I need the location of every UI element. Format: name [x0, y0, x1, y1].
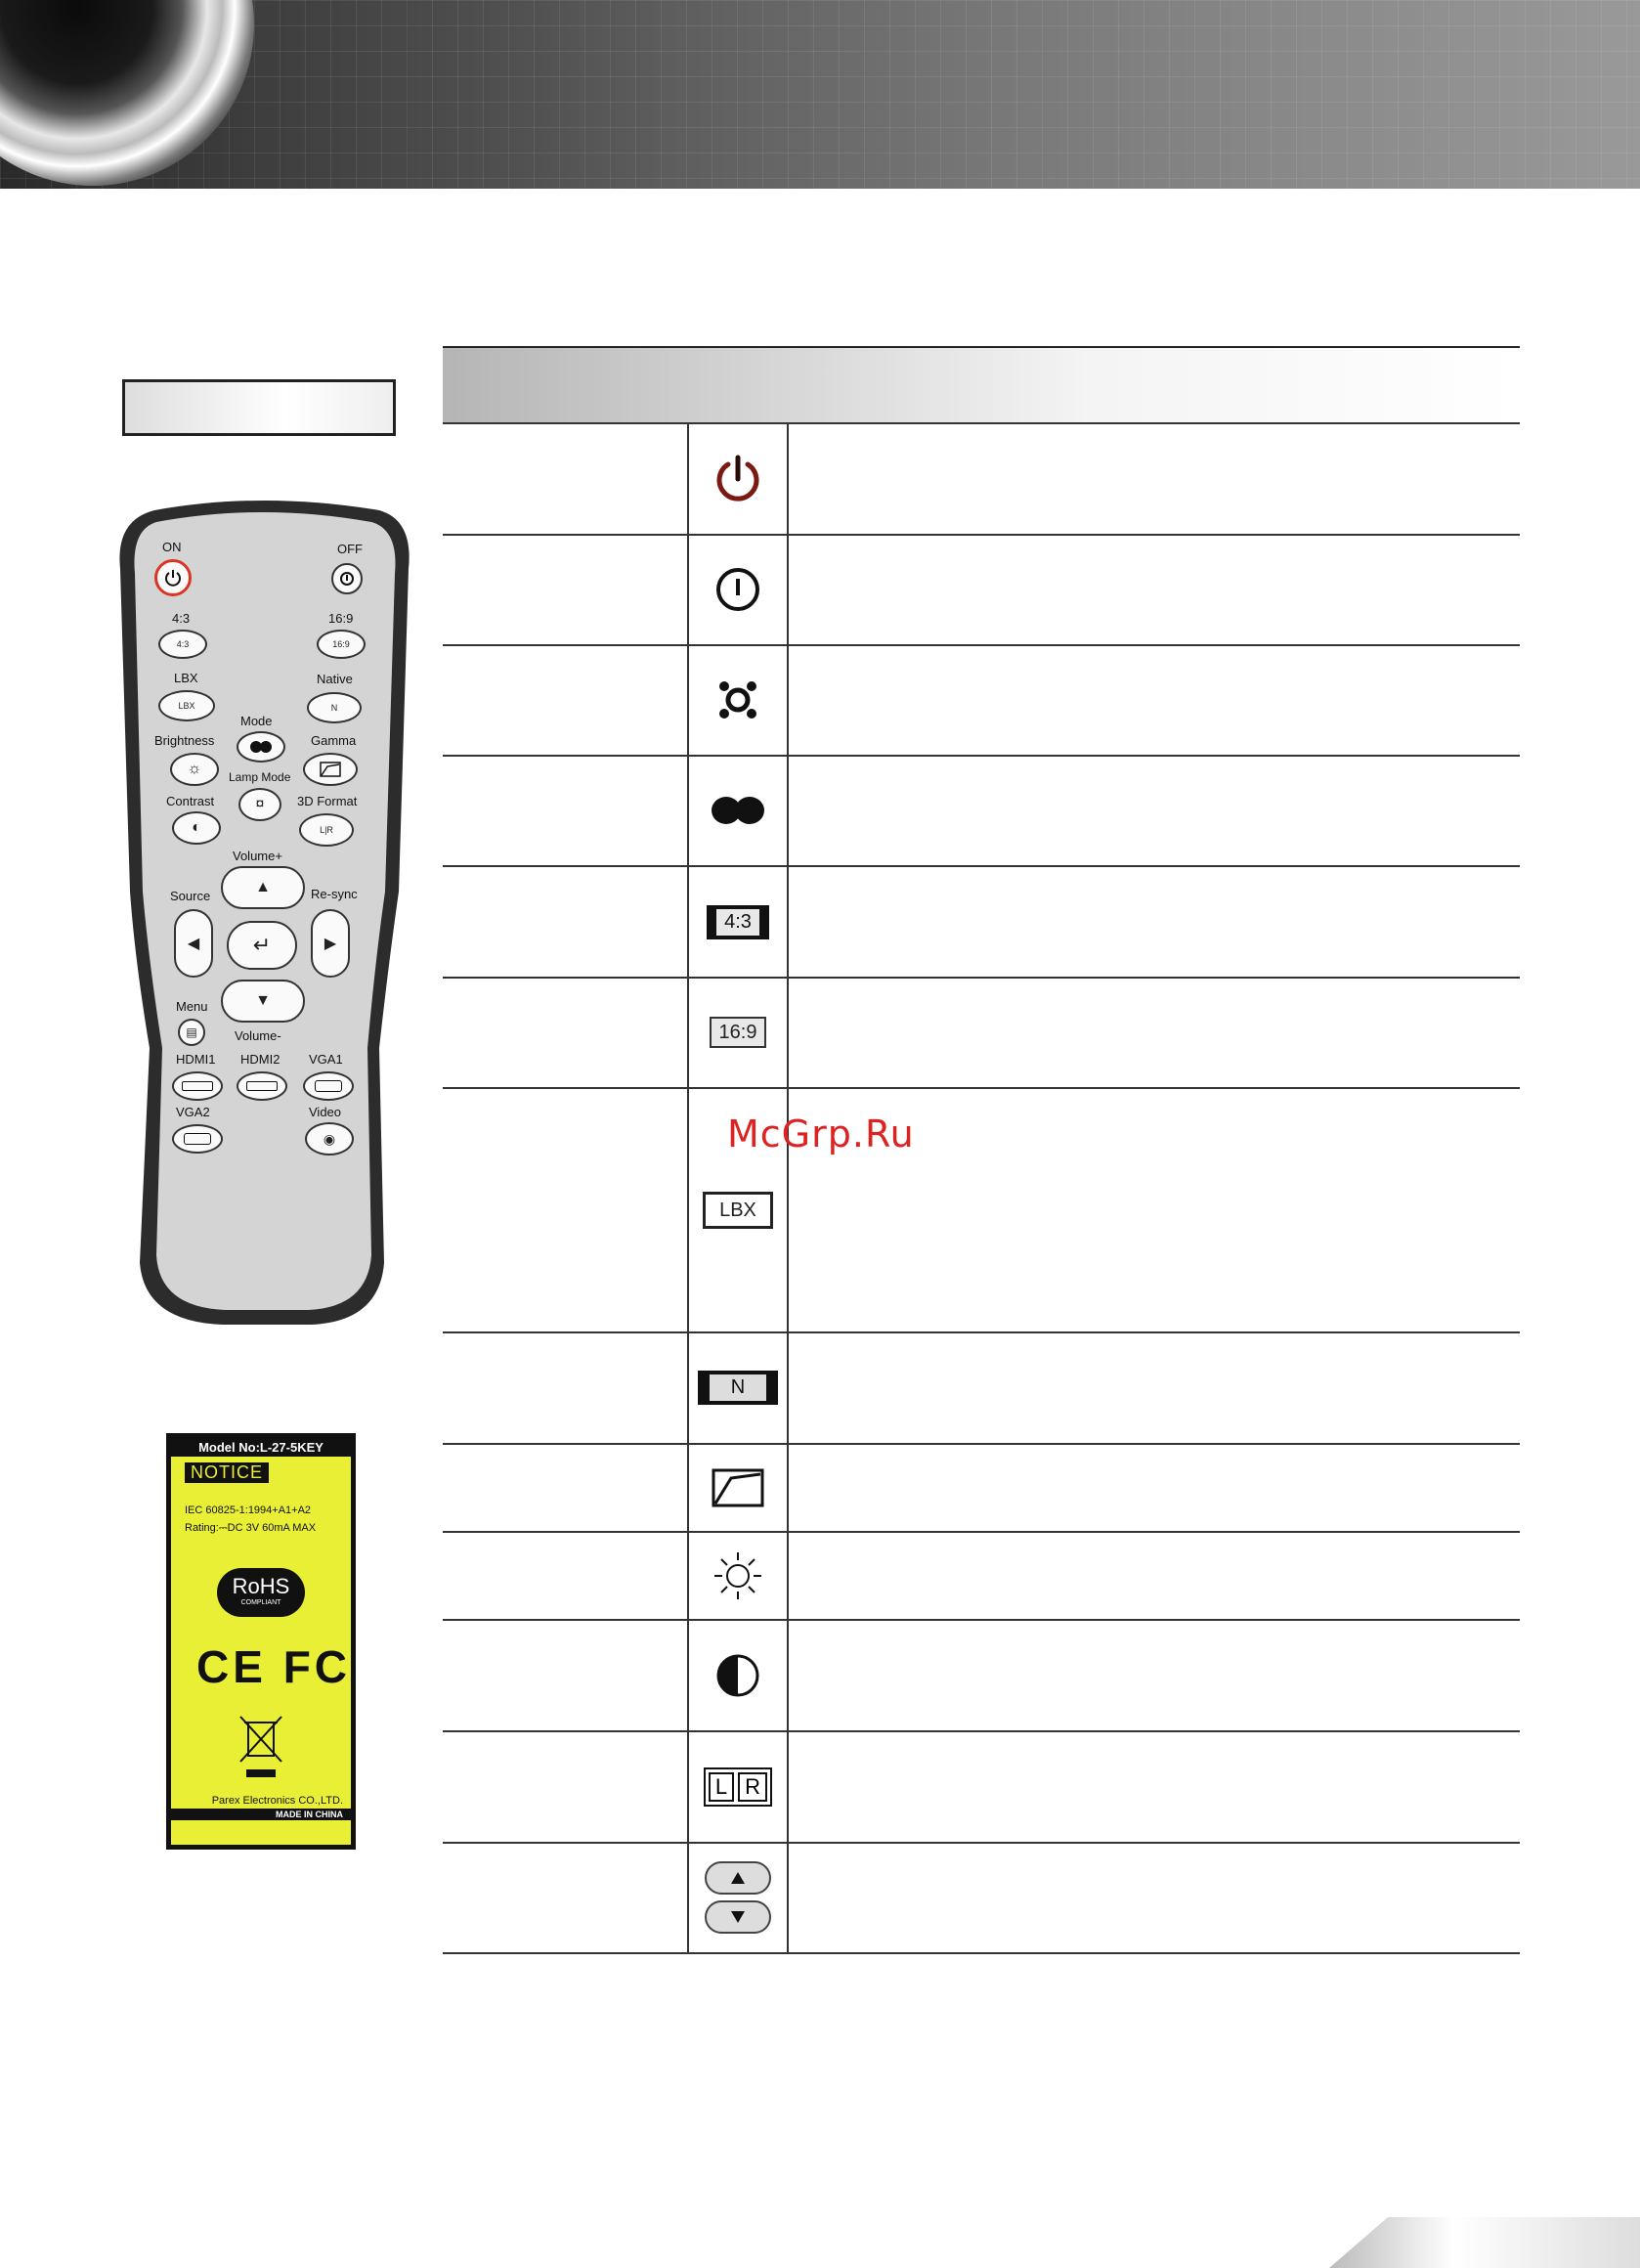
volume-up-icon [704, 1860, 772, 1896]
remote-enter-button[interactable] [227, 921, 297, 970]
remote-source-button[interactable] [174, 909, 213, 978]
table-bottom-rule [443, 1952, 1520, 1954]
table-row [443, 1087, 1520, 1333]
remote-native-button[interactable]: N [307, 692, 362, 723]
remote-label-contrast: Contrast [166, 794, 215, 808]
remote-lamp-mode-button[interactable] [238, 788, 281, 821]
remote-down-arrow-icon: ▼ [255, 992, 271, 1009]
remote-power-on-button[interactable] [154, 559, 192, 596]
remote-label-hdmi1: HDMI1 [176, 1052, 216, 1067]
power-off-icon [687, 534, 789, 645]
remote-label-brightness: Brightness [154, 733, 215, 748]
remote-3d-format-button[interactable]: L|R [299, 813, 354, 847]
remote-label-off: OFF [337, 542, 363, 556]
watermark: McGrp.Ru [727, 1112, 915, 1156]
table-row [443, 1531, 1520, 1620]
certification-marks [196, 1640, 351, 1693]
remote-lbx-button[interactable]: LBX [158, 690, 215, 721]
remote-label-3d-format: 3D Format [297, 794, 358, 808]
rohs-logo: RoHS COMPLIANT [217, 1568, 305, 1617]
table-row [443, 1730, 1520, 1844]
remote-label-vga2: VGA2 [176, 1105, 210, 1119]
mode-icon [687, 755, 789, 866]
remote-vga-port-icon [184, 1133, 211, 1145]
remote-video-icon: ◉ [323, 1130, 336, 1147]
remote-4-3-button[interactable]: 4:3 [158, 630, 207, 659]
remote-label-resync: Re-sync [311, 887, 358, 901]
footer-page-tab [1329, 2217, 1640, 2268]
weee-bin-icon [235, 1713, 287, 1781]
notice-iec: IEC 60825-1:1994+A1+A2 [185, 1505, 312, 1516]
remote-right-arrow-icon: ▶ [324, 936, 337, 952]
remote-left-arrow-icon: ◀ [187, 936, 200, 952]
remote-control [115, 501, 413, 1327]
volume-buttons-icon [687, 1842, 789, 1953]
remote-volume-up-button[interactable] [221, 866, 305, 909]
notice-model: Model No:L-27-5KEY [171, 1438, 351, 1457]
remote-menu-icon: ▤ [186, 1025, 197, 1039]
remote-sun-icon: ☼ [187, 761, 202, 777]
remote-hdmi-port-icon [182, 1081, 213, 1091]
remote-label-volume-plus: Volume+ [233, 849, 282, 863]
remote-mode-button[interactable] [237, 731, 285, 763]
ce-mark: CE [196, 1641, 267, 1692]
table-row [443, 1842, 1520, 1953]
lbx-icon: LBX [687, 1087, 789, 1333]
remote-hdmi1-button[interactable] [172, 1071, 223, 1101]
remote-label-volume-minus: Volume- [235, 1028, 281, 1043]
power-on-icon [687, 422, 789, 536]
table-row [443, 865, 1520, 979]
remote-enter-icon: ↵ [252, 933, 272, 957]
fcc-mark: FC [282, 1641, 352, 1692]
volume-down-icon [704, 1899, 772, 1935]
section-tab [122, 379, 396, 436]
table-row [443, 755, 1520, 866]
remote-vga-port-icon [315, 1080, 342, 1092]
remote-contrast-icon: ◐ [192, 819, 201, 836]
remote-lamp-icon: ¤ [255, 796, 265, 812]
remote-label-on: ON [162, 540, 182, 554]
table-header [443, 346, 1520, 424]
remote-label-menu: Menu [176, 999, 208, 1014]
notice-title: NOTICE [185, 1462, 269, 1483]
remote-gamma-button[interactable] [303, 753, 358, 786]
remote-up-arrow-icon: ▲ [255, 879, 271, 895]
remote-brightness-button[interactable] [170, 753, 219, 786]
gamma-icon [687, 1443, 789, 1532]
remote-label-lbx: LBX [174, 671, 198, 685]
table-row [443, 422, 1520, 536]
remote-volume-down-button[interactable] [221, 980, 305, 1023]
remote-label-4-3: 4:3 [172, 611, 191, 626]
remote-label-native: Native [317, 672, 353, 686]
notice-made-in: MADE IN CHINA [171, 1809, 351, 1820]
aspect-16-9-icon: 16:9 [687, 977, 789, 1088]
remote-label-hdmi2: HDMI2 [240, 1052, 281, 1067]
remote-label-mode: Mode [240, 714, 273, 728]
notice-label [166, 1433, 356, 1850]
remote-label-video: Video [309, 1105, 342, 1119]
lamp-mode-icon [687, 644, 789, 756]
remote-label-gamma: Gamma [311, 733, 357, 748]
aspect-4-3-icon: 4:3 [687, 865, 789, 979]
remote-power-off-button[interactable] [331, 563, 363, 594]
remote-16-9-button[interactable]: 16:9 [317, 630, 366, 659]
remote-hdmi-port-icon [246, 1081, 278, 1091]
native-icon: N [687, 1331, 789, 1444]
notice-maker: Parex Electronics CO.,LTD. [211, 1795, 343, 1807]
table-row [443, 977, 1520, 1088]
remote-label-vga1: VGA1 [309, 1052, 343, 1067]
brightness-icon [687, 1531, 789, 1620]
remote-label-source: Source [170, 889, 211, 903]
notice-rating: Rating:⎓DC 3V 60mA MAX [185, 1522, 317, 1534]
remote-resync-button[interactable] [311, 909, 350, 978]
remote-vga1-button[interactable] [303, 1071, 354, 1101]
remote-label-16-9: 16:9 [328, 611, 354, 626]
table-row [443, 644, 1520, 756]
3d-format-icon: L R [687, 1730, 789, 1844]
table-row [443, 1619, 1520, 1732]
remote-hdmi2-button[interactable] [237, 1071, 287, 1101]
table-row [443, 1443, 1520, 1532]
remote-vga2-button[interactable] [172, 1124, 223, 1154]
remote-video-button[interactable] [305, 1122, 354, 1156]
remote-contrast-button[interactable] [172, 811, 221, 845]
table-row [443, 534, 1520, 645]
remote-label-lamp-mode: Lamp Mode [229, 770, 291, 784]
contrast-icon [687, 1619, 789, 1732]
remote-menu-button[interactable] [178, 1019, 205, 1046]
table-row [443, 1331, 1520, 1444]
